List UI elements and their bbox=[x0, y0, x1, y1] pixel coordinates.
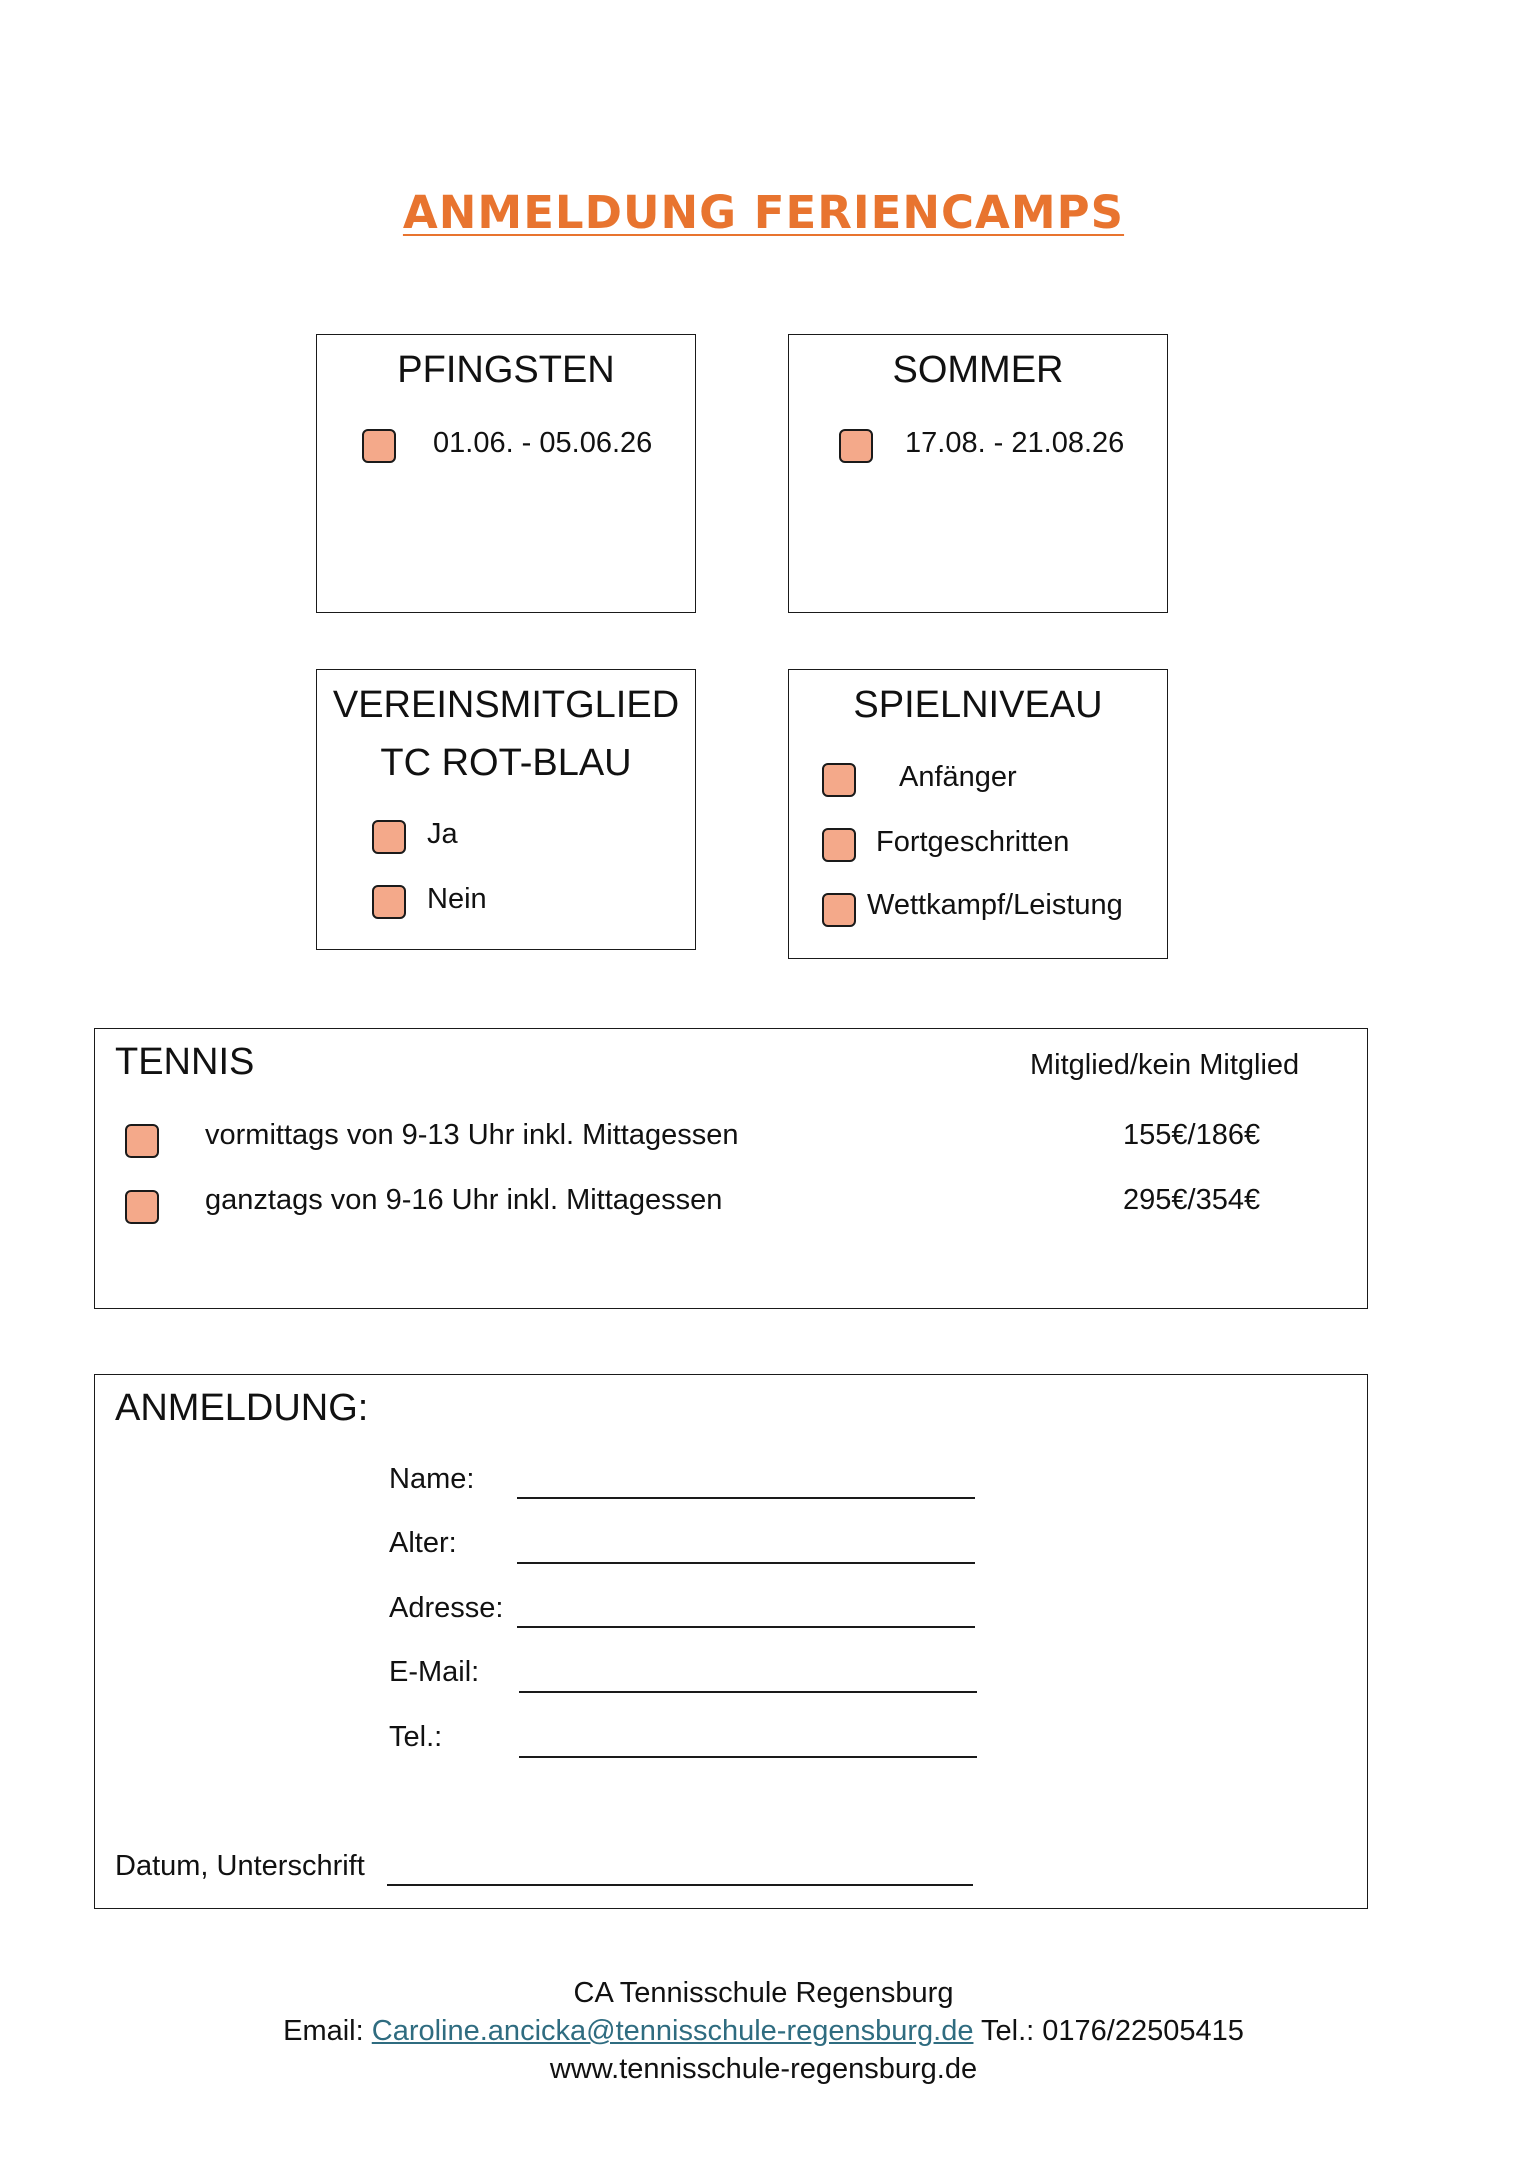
anmeldung-box bbox=[94, 1374, 1368, 1909]
name-label: Name: bbox=[389, 1463, 475, 1495]
nein-checkbox[interactable] bbox=[372, 885, 406, 919]
vereinsmitglied-box bbox=[316, 669, 696, 950]
footer-email-link[interactable]: Caroline.ancicka@tennisschule-regensburg.de bbox=[371, 2015, 974, 2047]
vormittags-price: 155€/186€ bbox=[1123, 1119, 1261, 1151]
sommer-box bbox=[788, 334, 1168, 613]
tel-label: Tel.: bbox=[389, 1721, 443, 1753]
sommer-heading: SOMMER bbox=[892, 349, 1064, 391]
signature-field[interactable] bbox=[387, 1884, 973, 1886]
adresse-field[interactable] bbox=[517, 1626, 975, 1628]
ja-checkbox[interactable] bbox=[372, 820, 406, 854]
pfingsten-date-label: 01.06. - 05.06.26 bbox=[433, 427, 653, 459]
vormittags-checkbox[interactable] bbox=[125, 1124, 159, 1158]
footer-website[interactable]: www.tennisschule-regensburg.de bbox=[549, 2053, 978, 2085]
vereinsmitglied-heading-line1: VEREINSMITGLIED bbox=[332, 684, 680, 726]
pfingsten-checkbox[interactable] bbox=[362, 429, 396, 463]
tennis-box bbox=[94, 1028, 1368, 1309]
alter-label: Alter: bbox=[389, 1527, 457, 1559]
vormittags-label: vormittags von 9-13 Uhr inkl. Mittagessen bbox=[205, 1119, 739, 1151]
footer-contact bbox=[0, 2012, 1527, 2050]
pfingsten-box bbox=[316, 334, 696, 613]
footer-email-label: Email: bbox=[283, 2015, 364, 2047]
tennis-price-header: Mitglied/kein Mitglied bbox=[1030, 1049, 1300, 1081]
ja-label: Ja bbox=[427, 818, 458, 850]
anfaenger-label: Anfänger bbox=[899, 761, 1017, 793]
email-field[interactable] bbox=[519, 1691, 977, 1693]
wettkampf-label: Wettkampf/Leistung bbox=[867, 889, 1123, 921]
footer-school: CA Tennisschule Regensburg bbox=[573, 1977, 954, 2009]
fortgeschritten-checkbox[interactable] bbox=[822, 828, 856, 862]
ganztags-checkbox[interactable] bbox=[125, 1190, 159, 1224]
anmeldung-heading: ANMELDUNG: bbox=[115, 1387, 369, 1429]
ganztags-label: ganztags von 9-16 Uhr inkl. Mittagessen bbox=[205, 1184, 723, 1216]
tennis-heading: TENNIS bbox=[115, 1041, 255, 1083]
pfingsten-heading: PFINGSTEN bbox=[397, 349, 615, 391]
sommer-date-label: 17.08. - 21.08.26 bbox=[905, 427, 1125, 459]
nein-label: Nein bbox=[427, 883, 487, 915]
anfaenger-checkbox[interactable] bbox=[822, 763, 856, 797]
vereinsmitglied-heading-line2: TC ROT-BLAU bbox=[380, 742, 632, 784]
spielniveau-heading: SPIELNIVEAU bbox=[853, 684, 1103, 726]
page-title: ANMELDUNG FERIENCAMPS bbox=[402, 186, 1125, 239]
spielniveau-box bbox=[788, 669, 1168, 959]
sommer-checkbox[interactable] bbox=[839, 429, 873, 463]
fortgeschritten-label: Fortgeschritten bbox=[876, 826, 1070, 858]
name-field[interactable] bbox=[517, 1497, 975, 1499]
tel-field[interactable] bbox=[519, 1756, 977, 1758]
email-label: E-Mail: bbox=[389, 1656, 480, 1688]
wettkampf-checkbox[interactable] bbox=[822, 893, 856, 927]
footer-phone: Tel.: 0176/22505415 bbox=[981, 2015, 1244, 2047]
ganztags-price: 295€/354€ bbox=[1123, 1184, 1261, 1216]
adresse-label: Adresse: bbox=[389, 1592, 504, 1624]
signature-label: Datum, Unterschrift bbox=[115, 1850, 365, 1882]
alter-field[interactable] bbox=[517, 1562, 975, 1564]
